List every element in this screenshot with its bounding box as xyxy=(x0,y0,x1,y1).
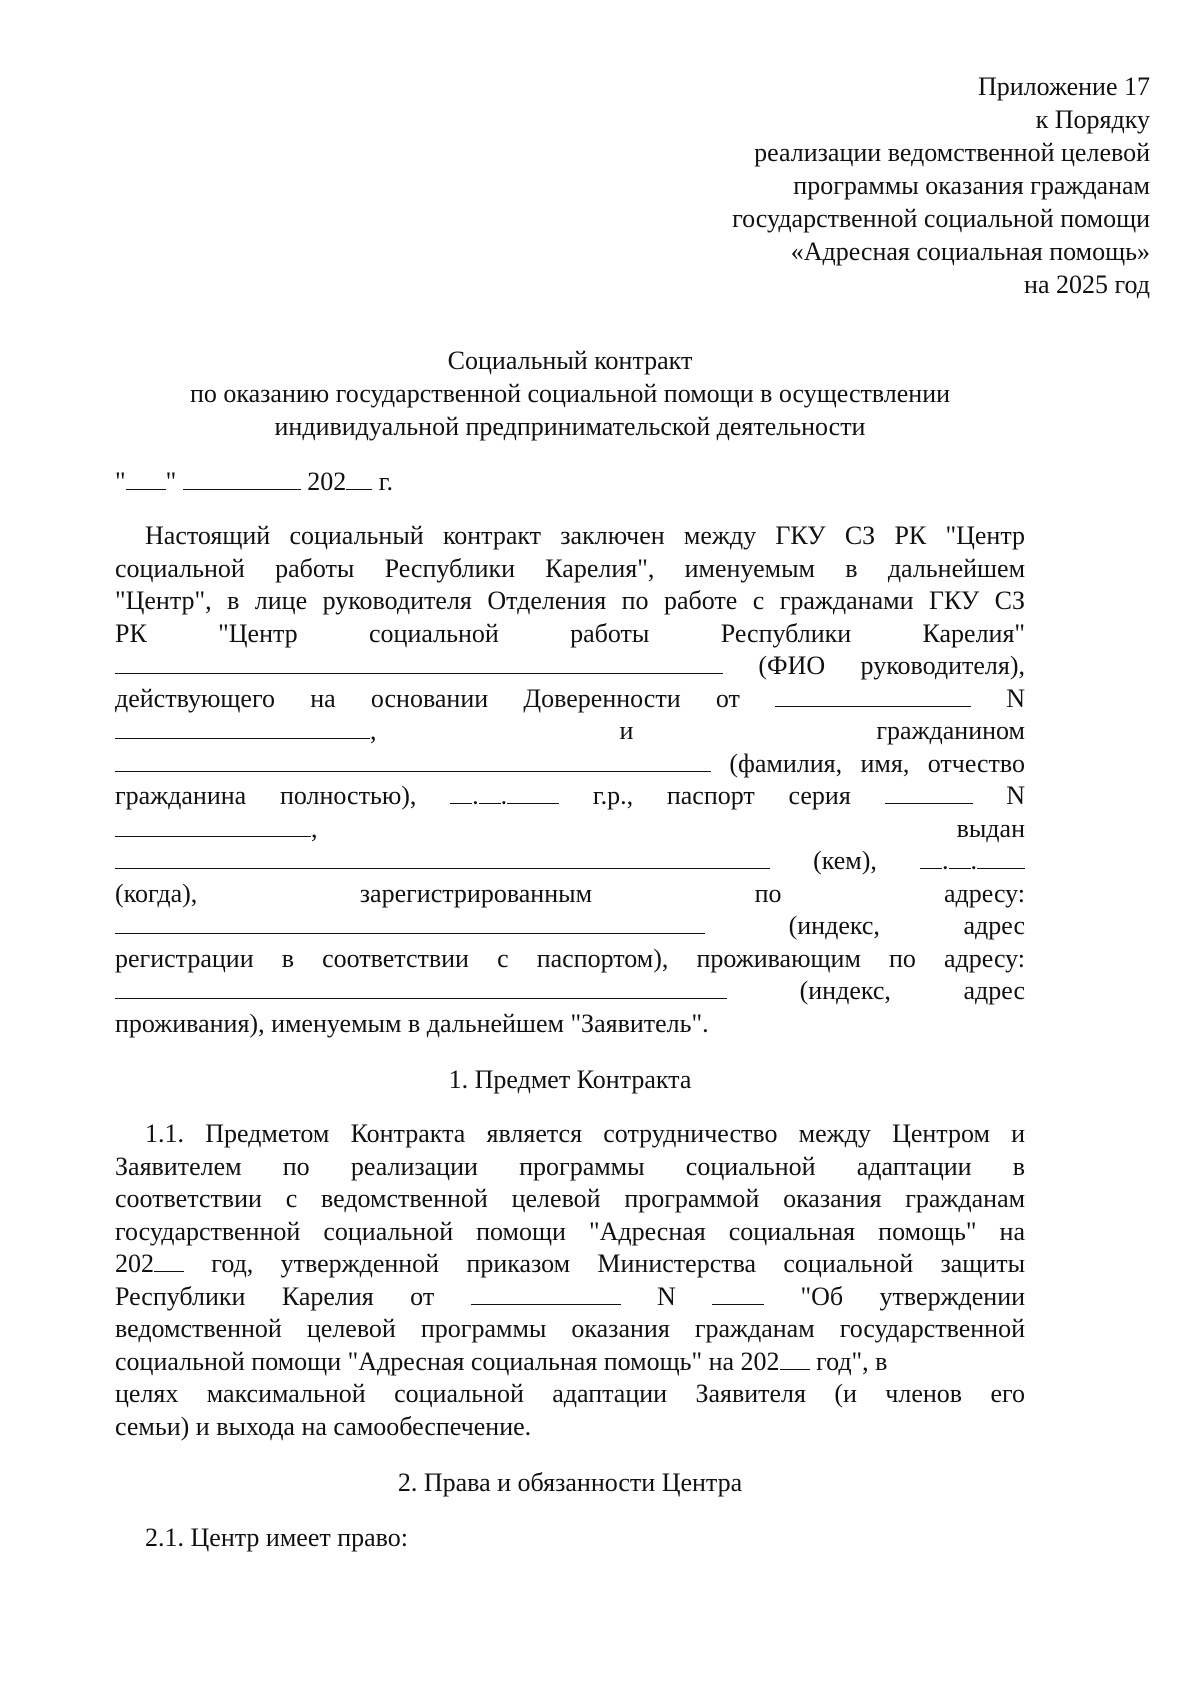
text-line xyxy=(115,520,1025,553)
residence-address-blank xyxy=(115,976,727,999)
order-date-blank xyxy=(471,1282,621,1305)
text-line xyxy=(115,780,1025,813)
text-line xyxy=(115,845,1025,878)
issue-month-blank xyxy=(949,846,971,869)
manager-name-blank xyxy=(115,651,723,674)
word: полностью), xyxy=(279,781,417,810)
word: Республики xyxy=(384,553,516,583)
word: (когда), xyxy=(115,878,198,908)
day-blank xyxy=(126,467,166,490)
section-1-paragraph xyxy=(115,1118,1025,1443)
word: максимальной xyxy=(206,1379,366,1408)
word: Отделения xyxy=(487,586,607,615)
word: Предметом xyxy=(205,1119,330,1148)
word: его xyxy=(990,1379,1025,1408)
issue-year-blank xyxy=(977,846,1025,869)
text-line xyxy=(115,650,1025,683)
word: членов xyxy=(885,1379,963,1408)
text-fragment: год", в xyxy=(816,1346,888,1376)
word: регистрации xyxy=(115,943,254,973)
word: . xyxy=(942,846,949,875)
word: контракт xyxy=(442,521,542,550)
word: социальной xyxy=(323,1216,454,1246)
word: по xyxy=(888,943,916,973)
text-line xyxy=(115,910,1025,943)
issued-by-blank xyxy=(115,846,770,869)
title-line: индивидуальной предпринимательской деятельности xyxy=(274,412,866,441)
birth-year-blank xyxy=(507,781,559,804)
text-line xyxy=(115,813,1025,846)
word: ведомственной xyxy=(115,1314,282,1343)
appendix-line: Приложение 17 xyxy=(977,72,1150,101)
text-line xyxy=(115,683,1025,716)
word: гражданам xyxy=(905,1184,1026,1213)
contract-date-line xyxy=(115,465,393,498)
text-line xyxy=(115,1216,1025,1249)
word: целевой xyxy=(306,1314,396,1343)
word: оказания xyxy=(571,1314,670,1343)
section-1-heading: 1. Предмет Контракта xyxy=(448,1065,692,1094)
text-line xyxy=(115,943,1025,976)
program-year-blank xyxy=(154,1249,184,1272)
word: программы xyxy=(519,1151,645,1181)
word: Центром xyxy=(892,1119,990,1148)
word: в xyxy=(281,943,294,973)
word: "Центр xyxy=(945,521,1026,550)
word: гражданина xyxy=(115,781,247,810)
appendix-line: программы оказания гражданам xyxy=(793,171,1150,200)
word: г.р., xyxy=(592,781,634,810)
word: "Центр", xyxy=(115,586,212,615)
birth-month-blank xyxy=(479,781,501,804)
word: работы xyxy=(570,618,650,648)
word: социальный xyxy=(289,521,424,550)
word: (ФИО xyxy=(758,651,826,680)
word: . xyxy=(500,781,508,810)
word: программой xyxy=(624,1184,760,1213)
document-title xyxy=(115,344,1025,443)
title-line: по оказанию государственной социальной помощи в осуществлении xyxy=(189,379,951,408)
word: основании xyxy=(370,683,489,713)
passport-series-blank xyxy=(885,781,973,804)
word: на xyxy=(999,1216,1026,1246)
word: "Центр xyxy=(218,618,298,648)
text-line xyxy=(115,1313,1025,1346)
appendix-line: на 2025 год xyxy=(1024,270,1150,299)
text-line xyxy=(115,618,1025,651)
word: Заявителя xyxy=(695,1379,806,1408)
word: с xyxy=(752,586,765,615)
word: Доверенности xyxy=(523,683,681,713)
word: зарегистрированным xyxy=(359,878,593,908)
text-line xyxy=(115,1248,1025,1281)
text-line xyxy=(115,553,1025,586)
word: . xyxy=(970,846,978,875)
quote: " xyxy=(115,467,126,496)
word: и xyxy=(1011,1119,1026,1148)
order-number-blank xyxy=(712,1282,764,1305)
word: именуемым xyxy=(684,553,816,583)
word: проживающим xyxy=(696,943,861,973)
word: адаптации xyxy=(856,1151,972,1181)
word: социальной xyxy=(115,553,245,583)
word: Республики xyxy=(720,618,852,648)
word: 202 xyxy=(115,1249,154,1278)
word: СЗ xyxy=(844,521,876,550)
word: социальной xyxy=(685,1151,816,1181)
word: Карелия", xyxy=(545,553,655,583)
word: , xyxy=(370,716,377,745)
power-of-attorney-date-blank xyxy=(775,684,971,707)
word: N xyxy=(1006,781,1026,810)
word: государственной xyxy=(115,1216,301,1246)
year-suffix: г. xyxy=(378,467,393,496)
word: отчество xyxy=(927,748,1026,778)
word: действующего xyxy=(115,683,275,713)
appendix-line: «Адресная социальная помощь» xyxy=(790,237,1150,266)
word: сотрудничество xyxy=(603,1119,778,1148)
word: выдан xyxy=(956,813,1025,843)
preamble-paragraph xyxy=(115,520,1025,1040)
word: по xyxy=(621,586,649,615)
year-blank xyxy=(346,467,372,490)
text-line xyxy=(115,1183,1025,1216)
word: в xyxy=(227,586,240,615)
word: утверждении xyxy=(879,1281,1026,1311)
word: от xyxy=(715,683,740,713)
word: социальная xyxy=(728,1216,856,1246)
word: от xyxy=(410,1281,435,1311)
word: помощи xyxy=(476,1216,566,1246)
word: на xyxy=(310,683,336,713)
word: дальнейшем xyxy=(887,553,1026,583)
word: и xyxy=(619,716,634,745)
word: Карелия" xyxy=(922,618,1026,648)
word: адресу: xyxy=(943,878,1026,908)
word: гражданам xyxy=(694,1314,815,1343)
section-2-1-text: 2.1. Центр имеет право: xyxy=(145,1523,408,1552)
word: N xyxy=(1006,683,1026,713)
word: соответствии xyxy=(322,943,469,973)
word: год, xyxy=(211,1249,254,1278)
word: по xyxy=(282,1151,310,1181)
passport-number-blank xyxy=(115,814,311,837)
word: Заявителем xyxy=(115,1151,242,1181)
section-2-heading: 2. Права и обязанности Центра xyxy=(397,1468,743,1497)
word: ведомственной xyxy=(321,1184,488,1213)
text-line xyxy=(115,1281,1025,1314)
word: РК xyxy=(894,521,927,550)
word: адресу: xyxy=(943,943,1026,973)
word: целях xyxy=(115,1379,179,1408)
word: по xyxy=(754,878,782,908)
word: (кем), xyxy=(813,846,877,875)
word: паспорт xyxy=(666,781,755,810)
citizen-name-blank xyxy=(115,749,711,772)
word: (индекс, xyxy=(799,976,891,1005)
word: СЗ xyxy=(994,586,1026,615)
quote: " xyxy=(165,467,177,496)
word: РК xyxy=(115,618,147,648)
word: (индекс, xyxy=(788,911,880,940)
text-fragment: социальной помощи "Адресная социальная помощь" на 202 xyxy=(115,1346,780,1376)
word: "Адресная xyxy=(588,1216,706,1246)
word: гражданином xyxy=(876,716,1025,745)
word: ГКУ xyxy=(928,586,980,615)
word: . xyxy=(472,781,479,810)
word: (и xyxy=(834,1379,857,1408)
word: социальной xyxy=(369,618,499,648)
title-line: Социальный контракт xyxy=(447,346,693,375)
word: Республики xyxy=(115,1281,246,1311)
word: серия xyxy=(788,781,851,810)
word: с xyxy=(497,943,509,973)
word: реализации xyxy=(350,1151,478,1181)
word: Контракта xyxy=(350,1119,466,1148)
word: программы xyxy=(420,1314,547,1343)
program-year-blank-2 xyxy=(780,1347,810,1370)
text-line xyxy=(115,715,1025,748)
text-line xyxy=(115,975,1025,1008)
word: оказания xyxy=(783,1184,882,1213)
word: с xyxy=(285,1184,298,1213)
word: адаптации xyxy=(552,1379,668,1408)
word: руководителя), xyxy=(860,651,1026,680)
appendix-line: государственной социальной помощи xyxy=(732,204,1150,233)
word: между xyxy=(683,521,757,550)
text-line xyxy=(115,585,1025,618)
appendix-header xyxy=(530,70,1150,301)
word: руководителя xyxy=(322,586,472,615)
issue-day-blank xyxy=(920,846,942,869)
word: Настоящий xyxy=(145,521,271,550)
word: целевой xyxy=(511,1184,601,1213)
month-blank xyxy=(183,467,301,490)
text-line: семьи) и выхода на самообеспечение. xyxy=(115,1411,532,1441)
word: (фамилия, xyxy=(729,748,843,778)
word: адрес xyxy=(963,976,1025,1005)
word: государственной xyxy=(839,1314,1026,1343)
text-line xyxy=(115,748,1025,781)
word: социальной xyxy=(394,1379,524,1408)
text-line xyxy=(115,878,1025,911)
word: N xyxy=(656,1281,676,1311)
word: работы xyxy=(275,553,355,583)
power-of-attorney-number-blank xyxy=(115,716,370,739)
text-line xyxy=(115,1346,1025,1379)
word: в xyxy=(1012,1151,1026,1181)
text-line: проживания), именуемым в дальнейшем "Заявитель". xyxy=(115,1008,709,1038)
registration-address-blank xyxy=(115,911,705,934)
word: имя, xyxy=(860,748,910,778)
word: утвержденной xyxy=(280,1249,440,1278)
text-line xyxy=(115,1378,1025,1411)
text-line xyxy=(115,1118,1025,1151)
word: паспортом), xyxy=(536,943,669,973)
appendix-line: реализации ведомственной целевой xyxy=(754,138,1150,167)
word: помощь" xyxy=(878,1216,977,1246)
word: заключен xyxy=(560,521,665,550)
word: Министерства xyxy=(597,1249,757,1278)
year-prefix: 202 xyxy=(307,467,347,496)
word: 1.1. xyxy=(145,1119,184,1148)
word: , xyxy=(311,813,318,843)
word: соответствии xyxy=(115,1184,262,1213)
text-line xyxy=(115,1151,1025,1184)
word: лице xyxy=(254,586,308,615)
word: социальной xyxy=(783,1249,914,1278)
word: "Об xyxy=(800,1281,844,1311)
birth-day-blank xyxy=(450,781,472,804)
word: гражданами xyxy=(779,586,914,615)
word: между xyxy=(798,1119,871,1148)
word: адрес xyxy=(963,911,1025,940)
word: Карелия xyxy=(281,1281,374,1311)
word: работе xyxy=(663,586,738,615)
word: является xyxy=(486,1119,583,1148)
appendix-line: к Порядку xyxy=(1035,105,1150,134)
word: в xyxy=(845,553,858,583)
word: ГКУ xyxy=(775,521,826,550)
word: защиты xyxy=(940,1249,1026,1278)
word: приказом xyxy=(466,1249,571,1278)
